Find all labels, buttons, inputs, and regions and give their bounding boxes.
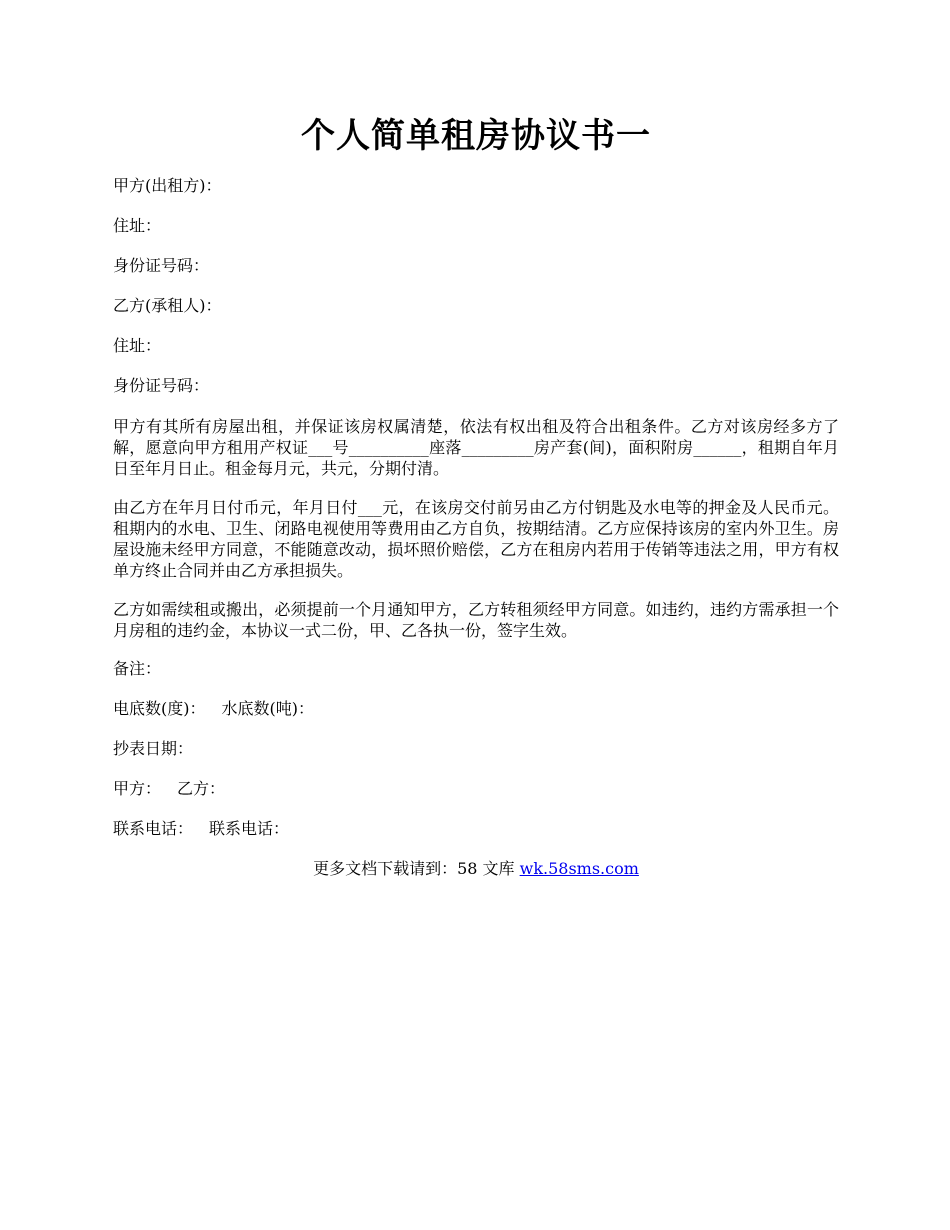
sign-party-a-label: 甲方： [113,779,162,798]
document-title: 个人简单租房协议书一 [301,116,651,156]
paragraph-renewal-terms: 乙方如需续租或搬出，必须提前一个月通知甲方，乙方转租须经甲方同意。如违约，违约方需承担一个月房租的违约金，本协议一式二份，甲、乙各执一份，签字生效。 [113,600,839,640]
meter-readings-line [113,699,839,719]
phone-a-label: 联系电话： [113,819,194,838]
phone-b-label: 联系电话： [209,819,290,838]
meter-date-label: 抄表日期： [113,739,194,758]
phone-line [113,819,839,839]
party-a-address: 住址： [113,216,162,235]
remarks-label: 备注： [113,659,162,678]
water-reading-label: 水底数(吨)： [221,699,314,718]
party-b-label: 乙方(承租人)： [113,296,222,315]
paragraph-lease-terms: 甲方有其所有房屋出租，并保证该房权属清楚，依法有权出租及符合出租条件。乙方对该房经多方了解，愿意向甲方租用产权证___号__________座落_________房产套(间)，面积附房______，租期自年月日至年月日止。租金每月元，共元，分期付清。 [113,417,839,478]
party-a-label: 甲方(出租方)： [113,176,222,195]
party-b-address: 住址： [113,336,162,355]
document-content [113,112,839,879]
electric-reading-label: 电底数(度)： [113,699,206,718]
footer-link[interactable]: wk.58sms.com [519,859,639,878]
signature-line [113,779,839,799]
paragraph-payment-terms: 由乙方在年月日付币元，年月日付___元，在该房交付前另由乙方付钥匙及水电等的押金及人民币元。租期内的水电、卫生、闭路电视使用等费用由乙方自负，按期结清。乙方应保持该房的室内外卫生。房屋设施未经甲方同意，不能随意改动，损坏照价赔偿，乙方在租房内若用于传销等违法之用，甲方有权单方终止合同并由乙方承担损失。 [113,498,839,580]
footer-download-note [113,859,839,879]
sign-party-b-label: 乙方： [177,779,226,798]
footer-text: 更多文档下载请到：58 文库 [313,859,520,878]
party-b-id-number: 身份证号码： [113,376,210,395]
party-a-id-number: 身份证号码： [113,256,210,275]
